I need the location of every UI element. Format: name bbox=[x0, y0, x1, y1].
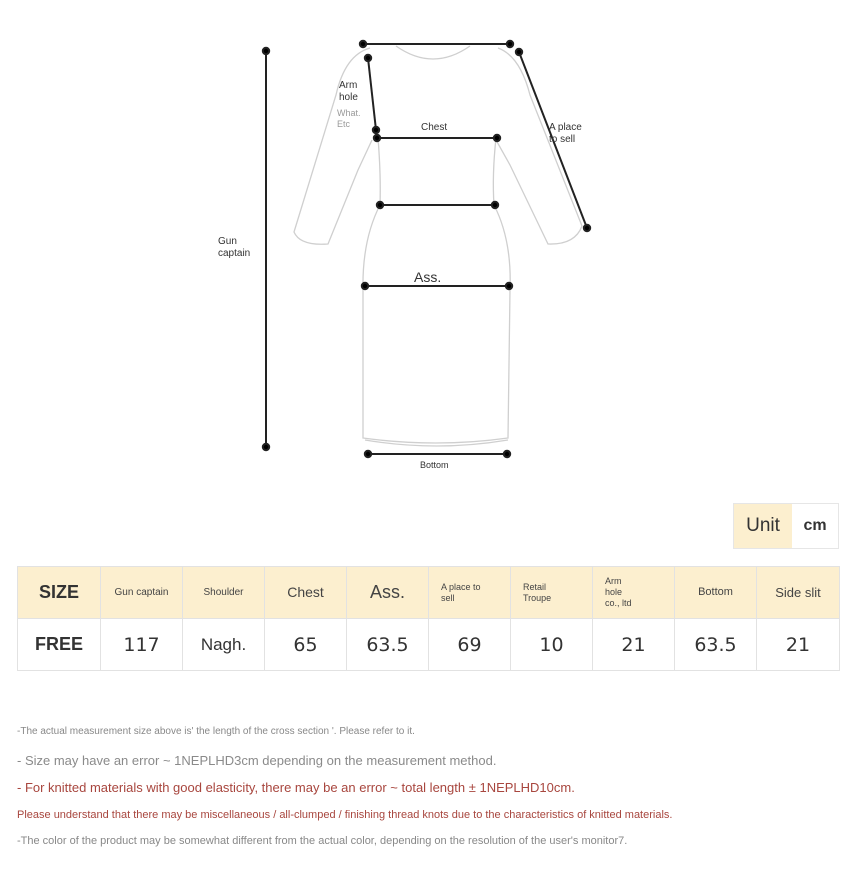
header-a-place-to-sell bbox=[429, 567, 511, 619]
a-place-to-sell-line2: to sell bbox=[549, 134, 576, 145]
gun-captain-line1: Gun bbox=[218, 236, 237, 247]
note-knit-error: - For knitted materials with good elasticity, there may be an error ~ total length ± 1NEPLHD10cm. bbox=[17, 780, 575, 795]
unit-indicator bbox=[733, 503, 839, 549]
whatc-label-line1: What. bbox=[337, 108, 361, 118]
note-measurement: -The actual measurement size above is' the length of the cross section '. Please refer to it. bbox=[17, 726, 415, 737]
header-side-slit: Side slit bbox=[757, 567, 840, 619]
cell-size: FREE bbox=[18, 619, 101, 671]
chest-label: Chest bbox=[421, 122, 448, 133]
gun-captain-line2: captain bbox=[218, 248, 251, 259]
unit-value: cm bbox=[792, 504, 838, 548]
cell-ass: 63.5 bbox=[347, 619, 429, 671]
header-a-place-to-sell-line2: sell bbox=[441, 592, 455, 603]
table-row bbox=[18, 619, 840, 671]
whatc-label bbox=[337, 108, 361, 130]
header-ass: Ass. bbox=[347, 567, 429, 619]
arm-hole-label-line2: hole bbox=[339, 92, 358, 103]
cell-side-slit: 21 bbox=[757, 619, 840, 671]
header-chest: Chest bbox=[265, 567, 347, 619]
header-arm-hole-line3: co., ltd bbox=[605, 597, 632, 608]
cell-shoulder: Nagh. bbox=[183, 619, 265, 671]
header-retail-line1: Retail bbox=[523, 581, 547, 592]
size-table bbox=[17, 566, 840, 671]
note-thread-knots: Please understand that there may be miscellaneous / all-clumped / finishing thread knots due to the characteristics of knitted materials. bbox=[17, 809, 673, 821]
ass-label: Ass. bbox=[414, 269, 442, 285]
bottom-label: Bottom bbox=[420, 460, 449, 470]
header-shoulder: Shoulder bbox=[183, 567, 265, 619]
header-arm-hole-line1: Arm bbox=[605, 576, 622, 587]
table-header-row bbox=[18, 567, 840, 619]
a-place-to-sell-line1: A place bbox=[549, 122, 582, 133]
note-color: -The color of the product may be somewhat different from the actual color, depending on the resolution of the user's monitor7. bbox=[17, 835, 628, 847]
header-size: SIZE bbox=[18, 567, 101, 619]
cell-bottom: 63.5 bbox=[675, 619, 757, 671]
header-retail-troupe bbox=[511, 567, 593, 619]
arm-hole-label bbox=[339, 80, 358, 104]
cell-gun-captain: 117 bbox=[101, 619, 183, 671]
cell-arm-hole: 21 bbox=[593, 619, 675, 671]
a-place-to-sell-label bbox=[549, 122, 582, 146]
cell-retail-troupe: 10 bbox=[511, 619, 593, 671]
header-gun-captain: Gun captain bbox=[101, 567, 183, 619]
header-a-place-to-sell-line1: A place to bbox=[441, 581, 481, 592]
cell-chest: 65 bbox=[265, 619, 347, 671]
header-arm-hole-line2: hole bbox=[605, 587, 623, 598]
header-arm-hole bbox=[593, 567, 675, 619]
header-bottom: Bottom bbox=[675, 567, 757, 619]
arm-hole-label-line1: Arm bbox=[339, 80, 358, 91]
gun-captain-label bbox=[218, 236, 250, 260]
unit-label: Unit bbox=[734, 504, 792, 548]
measurement-lines bbox=[263, 41, 590, 457]
whatc-label-line2: Etc bbox=[337, 118, 351, 129]
cell-a-place-to-sell: 69 bbox=[429, 619, 511, 671]
header-retail-line2: Troupe bbox=[523, 592, 552, 603]
note-size-error: - Size may have an error ~ 1NEPLHD3cm depending on the measurement method. bbox=[17, 753, 497, 768]
